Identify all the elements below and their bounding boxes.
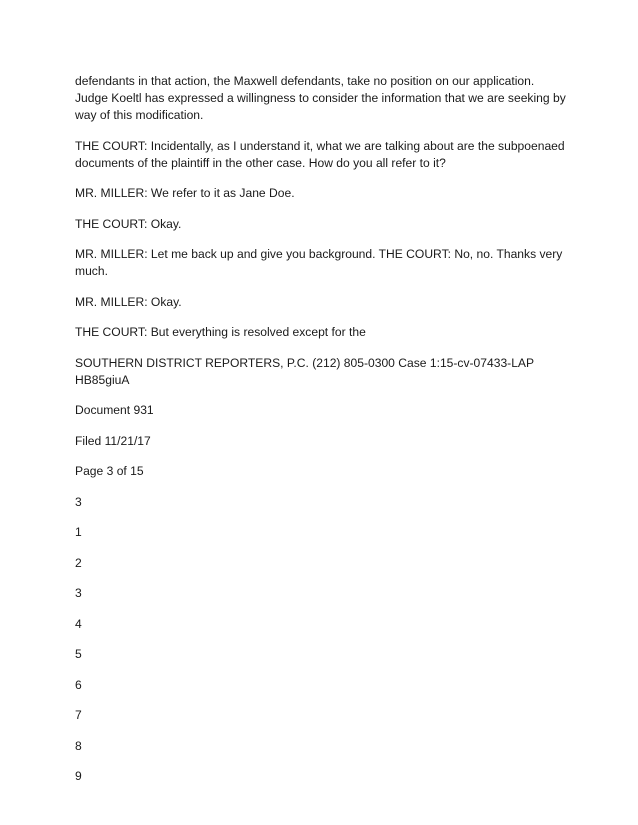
line-number: 4 xyxy=(75,616,82,631)
transcript-paragraph-6: MR. MILLER: Okay. xyxy=(75,294,182,309)
document-number: Document 931 xyxy=(75,403,154,417)
transcript-paragraph-4: THE COURT: Okay. xyxy=(75,216,182,231)
line-number: 5 xyxy=(75,647,82,661)
transcript-body xyxy=(75,73,567,799)
line-number: 1 xyxy=(75,525,82,539)
transcript-paragraph-3: MR. MILLER: We refer to it as Jane Doe. xyxy=(75,186,295,200)
page-indicator: Page 3 of 15 xyxy=(75,464,144,478)
line-number: 3 xyxy=(75,494,82,509)
transcript-paragraph-5: MR. MILLER: Let me back up and give you background. THE COURT: No, no. Thanks very much. xyxy=(75,247,563,278)
line-number: 8 xyxy=(75,738,82,753)
line-number: 7 xyxy=(75,708,82,722)
line-number: 9 xyxy=(75,769,82,783)
line-number-list xyxy=(75,494,567,786)
line-number: 3 xyxy=(75,586,82,600)
transcript-paragraph-7: THE COURT: But everything is resolved except for the xyxy=(75,325,366,339)
filed-date: Filed 11/21/17 xyxy=(75,433,151,448)
line-number: 6 xyxy=(75,677,82,692)
line-number: 2 xyxy=(75,555,82,570)
reporter-footer-line: SOUTHERN DISTRICT REPORTERS, P.C. (212) 805-0300 Case 1:15-cv-07433-LAP HB85giuA xyxy=(75,355,534,387)
transcript-paragraph-1: defendants in that action, the Maxwell defendants, take no position on our application. Judge Koeltl has expressed a willingness to consider the information that we are seeking by way of this modification. xyxy=(75,74,566,122)
transcript-paragraph-2: THE COURT: Incidentally, as I understand it, what we are talking about are the subpoenaed documents of the plaintiff in the other case. How do you all refer to it? xyxy=(75,138,565,170)
